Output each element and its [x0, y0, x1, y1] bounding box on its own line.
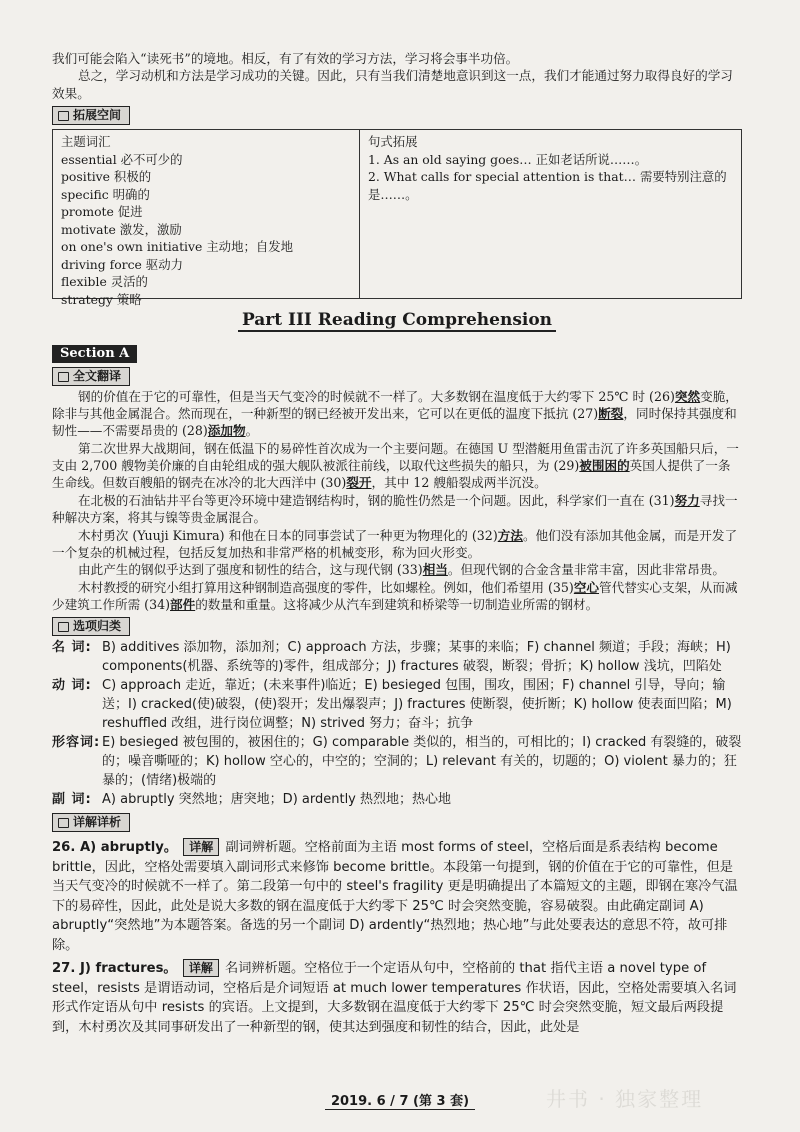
text: 。 [245, 423, 259, 439]
pos-label: 副 词: [52, 792, 92, 808]
pos-text: C) approach 走近，靠近；(未来事件)临近；E) besieged 包围，围攻，围困；F) channel 引导，导向；输送；I) cracked(使)破裂，(使)裂开；发出爆裂声；J) fractures 使断裂，使折断；K) hollow 使表面凹陷；M) reshuffled 改组，进行岗位调整；N) strived 努力；奋斗；抗争 [102, 678, 732, 732]
sentence-column [360, 130, 741, 298]
options-row-noun [52, 638, 742, 676]
sentence-item: 2. What calls for special attention is that… 需要特别注意的是……。 [368, 169, 727, 202]
text: 在北极的石油钻井平台等更冷环境中建造钢结构时，钢的脆性仍然是一个问题。因此，科学家们一直在 (31) [78, 492, 675, 508]
answer-34: 部件 [170, 597, 196, 613]
footer-text: 2019. 6 / 7 (第 3 套) [325, 1094, 475, 1110]
text: 英国人提供了一条生命线。但数百艘船的钢壳在冰冷的北大西洋中 (30) [52, 458, 731, 491]
answer-30: 裂开 [346, 475, 372, 491]
translation-paragraph-6 [52, 579, 742, 614]
page-content [52, 50, 742, 1037]
translation-paragraph-1 [52, 388, 742, 440]
translation-paragraph-3 [52, 492, 742, 527]
text: ，其中 12 艘船裂成两半沉没。 [371, 475, 547, 491]
options-row-verb [52, 676, 742, 733]
vocab-item: specific 明确的 [61, 186, 150, 202]
expand-box [52, 129, 742, 307]
vocab-item: flexible 灵活的 [61, 274, 148, 290]
pos-label: 形容词: [52, 735, 101, 751]
answer-item-27 [52, 959, 742, 1037]
text: 。但现代钢的合金含量非常丰富，因此非常昂贵。 [447, 562, 725, 578]
watermark: 井书 · 独家整理 [546, 1087, 704, 1111]
text: 由此产生的钢似乎达到了强度和韧性的结合，这与现代钢 (33) [78, 562, 423, 578]
answer-28: 添加物 [207, 423, 246, 439]
vocab-item: strategy 策略 [61, 291, 142, 307]
answer-number: 27. J) fractures。 [52, 961, 177, 977]
answer-29: 被围困的 [579, 458, 630, 474]
vocab-item: essential 必不可少的 [61, 151, 183, 167]
answer-31: 努力 [674, 492, 700, 508]
answer-27: 断裂 [598, 405, 624, 421]
translation-paragraph-2 [52, 440, 742, 492]
options-row-adverb [52, 790, 742, 809]
text: 钢的价值在于它的可靠性，但是当天气变冷的时候就不一样了。大多数钢在温度低于大约零下 25℃ 时 (26) [78, 388, 675, 404]
pos-label: 名 词: [52, 640, 92, 656]
text: 管代替实心支架，从而减少建筑工作所需 (34) [52, 579, 738, 613]
vocab-item: on one's own initiative 主动地；自发地 [61, 239, 294, 255]
answer-35: 空心 [573, 579, 600, 595]
translation-paragraph-4 [52, 527, 742, 562]
sentence-item: 1. As an old saying goes… 正如老话所说……。 [368, 151, 648, 167]
pos-text: A) abruptly 突然地；唐突地；D) ardently 热烈地；热心地 [102, 792, 452, 808]
translation-paragraph-5 [52, 561, 742, 578]
options-list [52, 638, 742, 809]
text: 。他们没有添加其他金属，而是开发了一个复杂的机械过程，包括反复加热和非常严格的机械变形，称为回火形变。 [52, 527, 738, 560]
text: 第二次世界大战期间，钢在低温下的易碎性首次成为一个主要问题。在德国 U 型潜艇用鱼雷击沉了许多英国船只后，一支由 2,700 艘物美价廉的自由轮组成的强大舰队被派往前线，以取代这些损失的船只，为 (29) [52, 440, 739, 474]
part-title-text: Part III Reading Comprehension [238, 310, 556, 332]
vocab-title: 主题词汇 [61, 134, 111, 150]
text: ，同时保持其强度和韧性——不需要昂贵的 (28) [52, 405, 737, 439]
text: 的数量和重量。这将减少从汽车到建筑和桥梁等一切制造业所需的钢材。 [195, 597, 599, 613]
detail-badge: 详解 [183, 838, 219, 856]
translation-tag: 全文翻译 [52, 367, 130, 386]
part-title [52, 309, 742, 332]
vocab-item: positive 积极的 [61, 169, 152, 185]
intro-line-1: 我们可能会陷入“读死书”的境地。相反，有了有效的学习方法，学习将会事半功倍。 [52, 51, 519, 66]
expand-section-tag: 拓展空间 [52, 106, 130, 125]
pos-text: B) additives 添加物，添加剂；C) approach 方法，步骤；某事的来临；F) channel 频道；手段；海峡；H) components(机器、系统等的)零件，组成部分；J) fractures 破裂，断裂；骨折；K) hollow 浅坑，凹陷处 [102, 640, 731, 675]
pos-text: E) besieged 被包围的，被困住的；G) comparable 类似的，相当的，可相比的；I) cracked 有裂缝的，破裂的；噪音嘶哑的；K) hollow 空心的，中空的；空洞的；L) relevant 有关的，切题的；O) violent 暴力的；狂暴的；(情绪)极端的 [102, 735, 742, 789]
sentence-title: 句式拓展 [368, 134, 418, 150]
answer-26: 突然 [674, 388, 701, 404]
vocab-item: driving force 驱动力 [61, 256, 183, 272]
answer-explanation: 副词辨析题。空格前面为主语 most forms of steel，空格后面是系表结构 become brittle，因此，空格处需要填入副词形式来修饰 become brittle。本段第一句提到，钢的价值在于它的可靠性，但是当天气变冷的时候就不一样了。第二段第一句中的 steel's fragility 更是明确提出了本篇短文的主题，即钢在寒冷气温下的易碎性，因此，此处是说大多数的钢在温度低于大约零下 25℃ 时会突然变脆，容易破裂。由此确定副词 A) abruptly“突然地”为本题答案。备选的另一个副词 D) ardently“热烈地；热心地”与此处要表达的意思不符，故可排除。 [52, 840, 738, 953]
vocab-item: motivate 激发，激励 [61, 221, 182, 237]
text: 木村教授的研究小组打算用这种钢制造高强度的零件，比如螺栓。例如，他们希望用 (35) [78, 579, 574, 595]
text: 寻找一种解决方案，将其与镍等贵金属混合。 [52, 492, 738, 526]
detail-badge: 详解 [183, 959, 219, 977]
analysis-tag: 详解详析 [52, 813, 130, 832]
pos-label: 动 词: [52, 678, 92, 694]
intro-line-2: 总之，学习动机和方法是学习成功的关键。因此，只有当我们清楚地意识到这一点，我们才能通过努力取得良好的学习效果。 [52, 68, 733, 101]
answer-explanation: 名词辨析题。空格位于一个定语从句中，空格前的 that 指代主语 a novel type of steel，resists 是谓语动词，空格后是介词短语 at much lower temperatures 作状语，因此，空格处需要填入名词形式作定语从句中 resists 的宾语。上文提到，大多数钢在温度低于大约零下 25℃ 时会突然变脆，短文最后两段提到，木村勇次及其同事研发出了一种新型的钢，使其达到强度和韧性的结合，因此，此处是 [52, 961, 737, 1035]
vocab-item: promote 促进 [61, 204, 143, 220]
text: 木村勇次 (Yuuji Kimura) 和他在日本的同事尝试了一种更为物理化的 (32) [78, 527, 498, 543]
text: 变脆，除非与其他金属混合。然而现在，一种新型的钢已经被开发出来，它可以在更低的温度下抵抗 (27) [52, 388, 738, 421]
answer-item-26 [52, 838, 742, 955]
section-a-tag: Section A [52, 345, 137, 363]
options-tag: 选项归类 [52, 617, 130, 636]
options-row-adjective [52, 733, 742, 790]
translation-body [52, 388, 742, 614]
answer-33: 相当 [422, 562, 448, 578]
answer-number: 26. A) abruptly。 [52, 840, 178, 856]
answer-32: 方法 [497, 527, 523, 543]
vocab-column [53, 130, 360, 307]
